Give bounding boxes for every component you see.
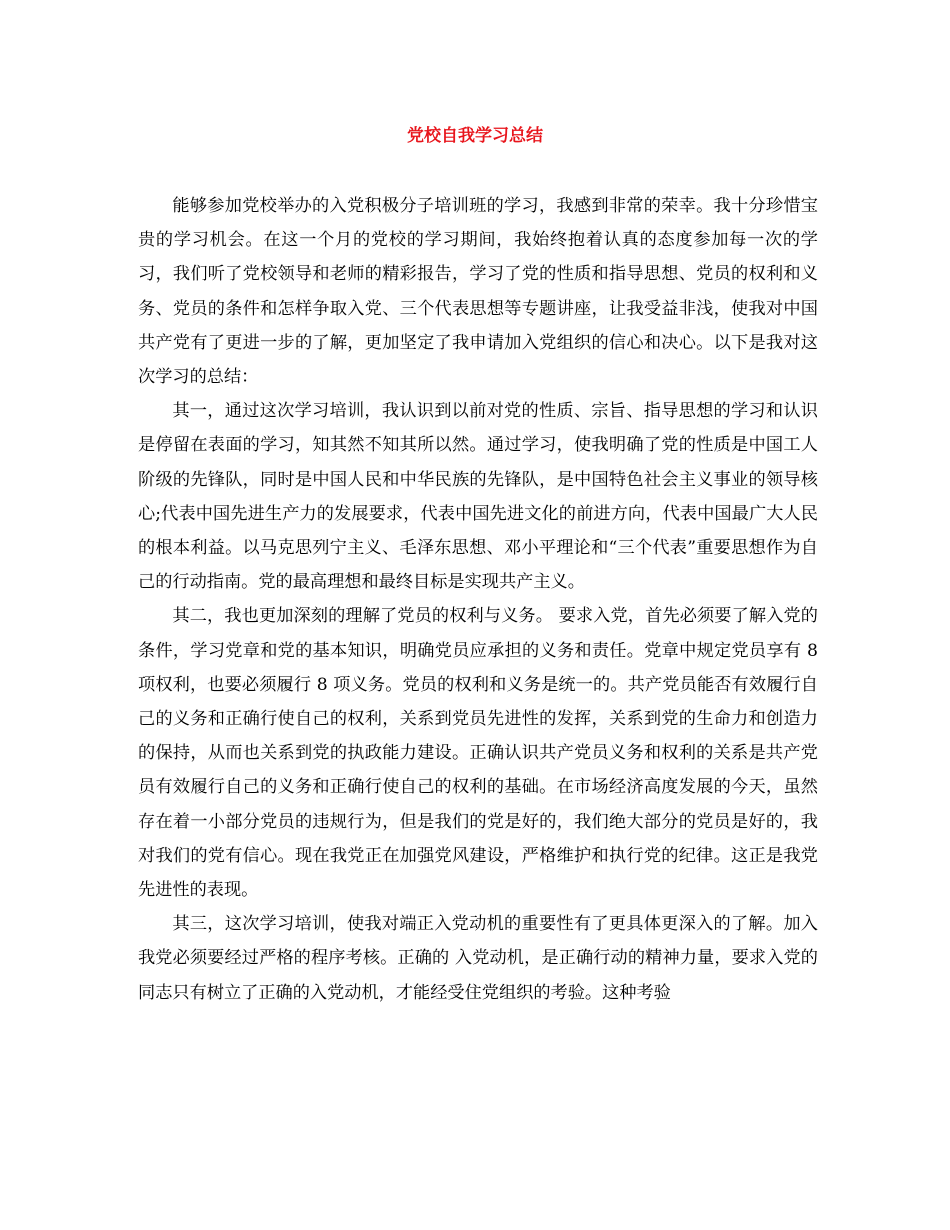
document-title: 党校自我学习总结 <box>407 126 543 146</box>
paragraph-second-point: 其二，我也更加深刻的理解了党员的权利与义务。 要求入党，首先必须要了解入党的条件，学习党章和党的基本知识，明确党员应承担的义务和责任。党章中规定党员享有 8 项权利，也要必须履行 8 项义务。党员的权利和义务是统一的。共产党员能否有效履行自己的义务和正确行使自己的权利，关系到党员先进性的发挥，关系到党的生命力和创造力的保持，从而也关系到党的执政能力建设。正确认识共产党员义务和权利的关系是共产党员有效履行自己的义务和正确行使自己的权利的基础。在市场经济高度发展的今天，虽然存在着一小部分党员的违规行为，但是我们的党是好的，我们绝大部分的党员是好的，我对我们的党有信心。现在我党正在加强党风建设，严格维护和执行党的纪律。这正是我党先进性的表现。 <box>138 606 818 901</box>
paragraph-third-point: 其三，这次学习培训，使我对端正入党动机的重要性有了更具体更深入的了解。加入我党必须要经过严格的程序考核。正确的 入党动机，是正确行动的精神力量，要求入党的同志只有树立了正确的入党动机，才能经受住党组织的考验。这种考验 <box>138 914 818 1003</box>
paragraph-intro: 能够参加党校举办的入党积极分子培训班的学习，我感到非常的荣幸。我十分珍惜宝贵的学习机会。在这一个月的党校的学习期间，我始终抱着认真的态度参加每一次的学习，我们听了党校领导和老师的精彩报告，学习了党的性质和指导思想、党员的权利和义务、党员的条件和怎样争取入党、三个代表思想等专题讲座，让我受益非浅，使我对中国共产党有了更进一步的了解，更加坚定了我申请加入党组织的信心和决心。以下是我对这次学习的总结： <box>138 196 818 388</box>
paragraph-first-point: 其一，通过这次学习培训，我认识到以前对党的性质、宗旨、指导思想的学习和认识是停留在表面的学习，知其然不知其所以然。通过学习，使我明确了党的性质是中国工人阶级的先锋队，同时是中国人民和中华民族的先锋队，是中国特色社会主义事业的领导核心;代表中国先进生产力的发展要求，代表中国先进文化的前进方向，代表中国最广大人民的根本利益。以马克思列宁主义、毛泽东思想、邓小平理论和“三个代表”重要思想作为自己的行动指南。党的最高理想和最终目标是实现共产主义。 <box>138 401 818 593</box>
document-body <box>138 189 818 1010</box>
